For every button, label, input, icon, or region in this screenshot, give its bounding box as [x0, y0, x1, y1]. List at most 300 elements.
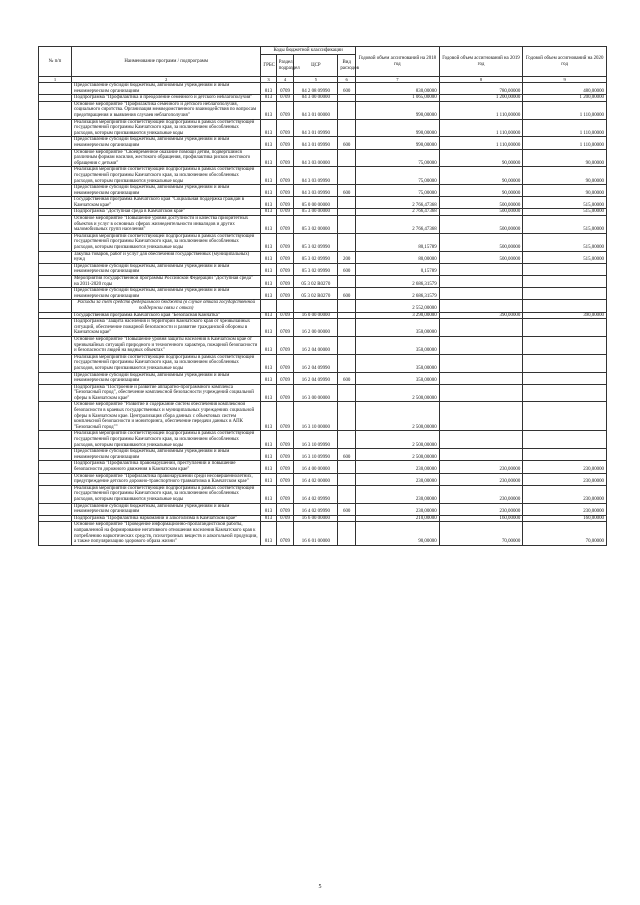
- table-row: [39, 312, 607, 319]
- amount-2018-cell: 90,00000: [356, 522, 440, 545]
- name-cell: Основное мероприятие "Повышение уровня защиты населения в Камчатском крае от чрезвычайных ситуаций природного и техногенного характера, пожарной безопасности и безопасности людей на водных объектах": [72, 336, 261, 354]
- name-cell: Предоставление субсидий бюджетным, автономным учреждениям и иным некоммерческим организациям: [72, 449, 261, 461]
- amount-2020-cell: [523, 300, 607, 312]
- csr-cell: 16 0 00 00000: [294, 312, 338, 319]
- csr-cell: 16 2 04 00000: [294, 336, 338, 354]
- table-row: [39, 503, 607, 515]
- table-row: [39, 384, 607, 402]
- csr-cell: 05 0 00 00000: [294, 197, 338, 209]
- amount-2020-cell: [523, 449, 607, 461]
- name-cell: Государственная программа Камчатского края "Социальная поддержка граждан в Камчатском крае": [72, 197, 261, 209]
- table-row: [39, 233, 607, 251]
- amount-2019-cell: 230,00000: [439, 485, 523, 503]
- table-row: [39, 216, 607, 234]
- amount-2019-cell: 500,00000: [439, 216, 523, 234]
- amount-2019-cell: 1 110,00000: [439, 101, 523, 119]
- table-row: [39, 522, 607, 545]
- amount-2020-cell: [523, 263, 607, 275]
- name-cell: Предоставление субсидий бюджетным, автономным учреждениям и иным некоммерческим организациям: [72, 503, 261, 515]
- amount-2018-cell: 230,00000: [356, 473, 440, 485]
- table-row: [39, 515, 607, 522]
- name-cell: Предоставление субсидий бюджетным, автономным учреждениям и иным некоммерческим организациям: [72, 372, 261, 384]
- csr-cell: 04 3 01 09990: [294, 119, 338, 137]
- num-cell: [39, 263, 72, 275]
- num-cell: [39, 233, 72, 251]
- vr-cell: [338, 522, 356, 545]
- table-row: [39, 197, 607, 209]
- amount-2018-cell: 0,15789: [356, 263, 440, 275]
- name-cell: Реализация мероприятий соответствующей подпрограммы в рамках соответствующей государственной программы Камчатского края, за исключением обособленных расходов, которым присваиваются уникальные коды: [72, 233, 261, 251]
- csr-cell: 05 3 00 00000: [294, 209, 338, 216]
- amount-2019-cell: 230,00000: [439, 473, 523, 485]
- table-row: [39, 449, 607, 461]
- razd-cell: 0709: [276, 233, 294, 251]
- amount-2020-cell: [523, 384, 607, 402]
- amount-2019-cell: [439, 431, 523, 449]
- table-row: [39, 167, 607, 185]
- vr-cell: [338, 485, 356, 503]
- num-cell: [39, 276, 72, 288]
- vr-cell: 600: [338, 288, 356, 300]
- razd-cell: 0709: [276, 431, 294, 449]
- name-cell: Подпрограмма "Построение и развитие аппаратно-программного комплекса "Безопасный город", обеспечение комплексной безопасности учреждений социальной сферы в Камчатском крае": [72, 384, 261, 402]
- razd-cell: 0709: [276, 449, 294, 461]
- amount-2018-cell: 75,00000: [356, 185, 440, 197]
- csr-cell: 16 3 00 00000: [294, 384, 338, 402]
- note-row: [39, 300, 607, 312]
- num-cell: [39, 95, 72, 102]
- grbs-cell: 813: [261, 216, 276, 234]
- num-cell: [39, 384, 72, 402]
- amount-2019-cell: 390,00000: [439, 312, 523, 319]
- amount-2019-cell: 230,00000: [439, 503, 523, 515]
- razd-cell: 0709: [276, 209, 294, 216]
- index-cell: 9: [523, 77, 607, 83]
- csr-cell: 04 3 01 00000: [294, 101, 338, 119]
- amount-2020-cell: 390,00000: [523, 312, 607, 319]
- num-cell: [39, 137, 72, 149]
- amount-2020-cell: 515,00000: [523, 216, 607, 234]
- amount-2018-cell: 2 500,00000: [356, 402, 440, 431]
- amount-2020-cell: [523, 276, 607, 288]
- vr-cell: [338, 515, 356, 522]
- razd-cell: 0709: [276, 485, 294, 503]
- csr-cell: 04 3 01 09990: [294, 137, 338, 149]
- razd-cell: 0709: [276, 503, 294, 515]
- amount-2019-cell: [439, 402, 523, 431]
- grbs-cell: 813: [261, 312, 276, 319]
- grbs-cell: 813: [261, 209, 276, 216]
- razd-cell: 0709: [276, 149, 294, 167]
- grbs-cell: 813: [261, 185, 276, 197]
- amount-2018-cell: 230,00000: [356, 503, 440, 515]
- grbs-cell: 813: [261, 83, 276, 95]
- num-cell: [39, 522, 72, 545]
- num-cell: [39, 149, 72, 167]
- table-body: [39, 77, 607, 546]
- table-row: [39, 149, 607, 167]
- vr-cell: 600: [338, 503, 356, 515]
- name-cell: Основное мероприятие "Повышение уровня доступности и качества приоритетных объектов и услуг в основных сферах жизнедеятельности инвалидов и других маломобильных групп населения": [72, 216, 261, 234]
- amount-2019-cell: 160,00000: [439, 515, 523, 522]
- header-num: № п/п: [39, 47, 72, 77]
- table-row: [39, 461, 607, 473]
- amount-2018-cell: 3 290,00000: [356, 312, 440, 319]
- grbs-cell: 813: [261, 522, 276, 545]
- razd-cell: 0709: [276, 263, 294, 275]
- index-cell: 1: [39, 77, 72, 83]
- name-cell: Основное мероприятие "Развитие и содержание систем обеспечения комплексной безопасности в краевых государственных и муниципальных учреждениях социальной сферы в Камчатском крае. Централизация сбора данных с объектовых систем комплексной безопасности и мониторинга, обеспечение передачи данных в АПК "Безопасный город"": [72, 402, 261, 431]
- razd-cell: 0709: [276, 336, 294, 354]
- razd-cell: 0709: [276, 216, 294, 234]
- table-row: [39, 336, 607, 354]
- grbs-cell: 813: [261, 503, 276, 515]
- name-cell: Подпрограмма "Профилактика наркомании и алкоголизма в Камчатском крае": [72, 515, 261, 522]
- num-cell: [39, 312, 72, 319]
- vr-cell: 600: [338, 372, 356, 384]
- razd-cell: 0709: [276, 197, 294, 209]
- name-cell: Предоставление субсидий бюджетным, автономным учреждениям и иным некоммерческим организациям: [72, 83, 261, 95]
- name-cell: Реализация мероприятий соответствующей подпрограммы в рамках соответствующей государственной программы Камчатского края, за исключением обособленных расходов, которым присваиваются уникальные коды: [72, 167, 261, 185]
- grbs-cell: 813: [261, 251, 276, 263]
- num-cell: [39, 503, 72, 515]
- csr-cell: 16 3 10 00000: [294, 402, 338, 431]
- razd-cell: 0709: [276, 354, 294, 372]
- amount-2020-cell: 90,00000: [523, 185, 607, 197]
- vr-cell: [338, 167, 356, 185]
- csr-cell: 04 3 03 09990: [294, 167, 338, 185]
- csr-cell: 16 2 04 09990: [294, 354, 338, 372]
- amount-2018-cell: 2 686,31579: [356, 276, 440, 288]
- razd-cell: [276, 300, 294, 312]
- razd-cell: 0709: [276, 522, 294, 545]
- num-cell: [39, 119, 72, 137]
- table-header: [39, 47, 607, 77]
- table-row: [39, 319, 607, 337]
- table-row: [39, 251, 607, 263]
- index-cell: 2: [72, 77, 261, 83]
- vr-cell: 600: [338, 185, 356, 197]
- amount-2020-cell: [523, 336, 607, 354]
- num-cell: [39, 485, 72, 503]
- num-cell: [39, 83, 72, 95]
- name-cell: Закупка товаров, работ и услуг для обеспечения государственных (муниципальных) нужд: [72, 251, 261, 263]
- amount-2019-cell: [439, 384, 523, 402]
- amount-2018-cell: 230,00000: [356, 461, 440, 473]
- razd-cell: 0709: [276, 515, 294, 522]
- grbs-cell: 813: [261, 167, 276, 185]
- vr-cell: 600: [338, 263, 356, 275]
- grbs-cell: 813: [261, 95, 276, 102]
- amount-2019-cell: [439, 319, 523, 337]
- num-cell: [39, 185, 72, 197]
- grbs-cell: 813: [261, 402, 276, 431]
- grbs-cell: 813: [261, 137, 276, 149]
- razd-cell: 0709: [276, 372, 294, 384]
- amount-2020-cell: 230,00000: [523, 485, 607, 503]
- csr-cell: 16 4 02 09990: [294, 485, 338, 503]
- vr-cell: [338, 384, 356, 402]
- amount-2019-cell: [439, 276, 523, 288]
- vr-cell: [338, 431, 356, 449]
- amount-2020-cell: [523, 372, 607, 384]
- amount-2020-cell: 515,00000: [523, 197, 607, 209]
- razd-cell: 0709: [276, 119, 294, 137]
- header-2018: Годовой объем ассигнований на 2018 год: [356, 47, 440, 77]
- csr-cell: 16 3 10 09990: [294, 449, 338, 461]
- vr-cell: [338, 473, 356, 485]
- grbs-cell: 813: [261, 515, 276, 522]
- header-csr: ЦСР: [294, 55, 338, 77]
- amount-2019-cell: 90,00000: [439, 167, 523, 185]
- razd-cell: 0709: [276, 288, 294, 300]
- table-row: [39, 101, 607, 119]
- grbs-cell: 813: [261, 336, 276, 354]
- amount-2020-cell: [523, 354, 607, 372]
- csr-cell: [294, 300, 338, 312]
- amount-2019-cell: 780,00000: [439, 83, 523, 95]
- vr-cell: [338, 336, 356, 354]
- amount-2020-cell: 70,00000: [523, 522, 607, 545]
- table-row: [39, 276, 607, 288]
- num-cell: [39, 216, 72, 234]
- amount-2018-cell: 2 500,00000: [356, 384, 440, 402]
- table-row: [39, 263, 607, 275]
- vr-cell: [338, 119, 356, 137]
- csr-cell: 16 3 10 09990: [294, 431, 338, 449]
- index-cell: 6: [338, 77, 356, 83]
- index-cell: 7: [356, 77, 440, 83]
- index-cell: 3: [261, 77, 276, 83]
- table-row: [39, 209, 607, 216]
- num-cell: [39, 288, 72, 300]
- amount-2018-cell: 75,00000: [356, 167, 440, 185]
- csr-cell: 05 3 02 09990: [294, 233, 338, 251]
- header-2019: Годовой объем ассигнований на 2019 год: [439, 47, 523, 77]
- num-cell: [39, 336, 72, 354]
- grbs-cell: 813: [261, 473, 276, 485]
- amount-2018-cell: 2 766,47368: [356, 216, 440, 234]
- table-row: [39, 473, 607, 485]
- vr-cell: [338, 312, 356, 319]
- table-row: [39, 83, 607, 95]
- amount-2019-cell: 1 200,00000: [439, 95, 523, 102]
- razd-cell: 0709: [276, 185, 294, 197]
- amount-2018-cell: 80,00000: [356, 251, 440, 263]
- csr-cell: 16 4 02 09990: [294, 503, 338, 515]
- table-row: [39, 402, 607, 431]
- vr-cell: 600: [338, 449, 356, 461]
- grbs-cell: 813: [261, 101, 276, 119]
- vr-cell: 600: [338, 83, 356, 95]
- name-cell: Подпрограмма "Профилактика и преодоление семейного и детского неблагополучия": [72, 95, 261, 102]
- csr-cell: 16 4 02 00000: [294, 473, 338, 485]
- vr-cell: [338, 216, 356, 234]
- amount-2020-cell: [523, 402, 607, 431]
- grbs-cell: 813: [261, 288, 276, 300]
- razd-cell: 0709: [276, 251, 294, 263]
- amount-2019-cell: 230,00000: [439, 461, 523, 473]
- grbs-cell: 813: [261, 276, 276, 288]
- num-cell: [39, 449, 72, 461]
- grbs-cell: 813: [261, 485, 276, 503]
- vr-cell: [338, 101, 356, 119]
- grbs-cell: 813: [261, 263, 276, 275]
- vr-cell: [338, 300, 356, 312]
- amount-2019-cell: [439, 300, 523, 312]
- vr-cell: [338, 233, 356, 251]
- razd-cell: 0709: [276, 276, 294, 288]
- amount-2020-cell: 230,00000: [523, 503, 607, 515]
- amount-2019-cell: 500,00000: [439, 233, 523, 251]
- amount-2020-cell: [523, 431, 607, 449]
- amount-2018-cell: 990,00000: [356, 119, 440, 137]
- csr-cell: 16 6 00 00000: [294, 515, 338, 522]
- grbs-cell: 813: [261, 372, 276, 384]
- vr-cell: [338, 209, 356, 216]
- amount-2020-cell: 90,00000: [523, 167, 607, 185]
- name-cell: Предоставление субсидий бюджетным, автономным учреждениям и иным некоммерческим организациям: [72, 263, 261, 275]
- name-cell: Подпрограмма "Профилактика правонарушений, преступлений и повышение безопасности дорожного движения в Камчатском крае": [72, 461, 261, 473]
- name-cell: Основное мероприятие "Профилактика семейного и детского неблагополучия, социального сиротства. Организация межведомственного взаимодействия по вопросам предотвращения и выявления случаев неблагополучия": [72, 101, 261, 119]
- amount-2019-cell: [439, 263, 523, 275]
- amount-2018-cell: 230,00000: [356, 485, 440, 503]
- num-cell: [39, 431, 72, 449]
- amount-2020-cell: 90,00000: [523, 149, 607, 167]
- amount-2020-cell: 515,00000: [523, 233, 607, 251]
- num-cell: [39, 473, 72, 485]
- num-cell: [39, 354, 72, 372]
- amount-2018-cell: 210,00000: [356, 515, 440, 522]
- header-vr: Вид расходов: [338, 55, 356, 77]
- table-row: [39, 137, 607, 149]
- amount-2018-cell: 350,00000: [356, 319, 440, 337]
- amount-2018-cell: 2 686,31579: [356, 288, 440, 300]
- vr-cell: [338, 149, 356, 167]
- num-cell: [39, 372, 72, 384]
- name-cell: Предоставление субсидий бюджетным, автономным учреждениям и иным некоммерческим организациям: [72, 137, 261, 149]
- grbs-cell: 813: [261, 119, 276, 137]
- amount-2020-cell: 230,00000: [523, 461, 607, 473]
- num-cell: [39, 167, 72, 185]
- num-cell: [39, 319, 72, 337]
- grbs-cell: 813: [261, 354, 276, 372]
- amount-2019-cell: 500,00000: [439, 197, 523, 209]
- num-cell: [39, 197, 72, 209]
- header-name: Наименование программ / подпрограмм: [72, 47, 261, 77]
- amount-2020-cell: 1 110,00000: [523, 101, 607, 119]
- amount-2018-cell: 2 500,00000: [356, 431, 440, 449]
- index-cell: 5: [294, 77, 338, 83]
- amount-2019-cell: 500,00000: [439, 209, 523, 216]
- amount-2019-cell: 70,00000: [439, 522, 523, 545]
- csr-cell: 05 3 02 09990: [294, 263, 338, 275]
- amount-2020-cell: 515,00000: [523, 251, 607, 263]
- name-cell: Основное мероприятие "Профилактика правонарушений среди несовершеннолетних, предупреждение детского дорожно-транспортного травматизма в Камчатском крае": [72, 473, 261, 485]
- amount-2019-cell: [439, 336, 523, 354]
- amount-2018-cell: 2 552,00000: [356, 300, 440, 312]
- table-row: [39, 431, 607, 449]
- amount-2020-cell: 1 110,00000: [523, 137, 607, 149]
- amount-2018-cell: 350,00000: [356, 354, 440, 372]
- amount-2018-cell: 2 766,47368: [356, 197, 440, 209]
- amount-2019-cell: [439, 449, 523, 461]
- razd-cell: 0709: [276, 137, 294, 149]
- amount-2020-cell: 230,00000: [523, 473, 607, 485]
- razd-cell: 0709: [276, 312, 294, 319]
- name-cell: Предоставление субсидий бюджетным, автономным учреждениям и иным некоммерческим организациям: [72, 288, 261, 300]
- csr-cell: 04 3 03 09990: [294, 185, 338, 197]
- grbs-cell: [261, 300, 276, 312]
- num-cell: [39, 209, 72, 216]
- csr-cell: 05 3 02 00000: [294, 216, 338, 234]
- num-cell: [39, 300, 72, 312]
- header-codes-group: Коды бюджетной классификации: [261, 47, 356, 55]
- amount-2018-cell: 75,00000: [356, 149, 440, 167]
- header-2020: Годовой объем ассигнований на 2020 год: [523, 47, 607, 77]
- table-row: [39, 185, 607, 197]
- num-cell: [39, 461, 72, 473]
- amount-2019-cell: [439, 372, 523, 384]
- amount-2018-cell: 990,00000: [356, 137, 440, 149]
- budget-table: [38, 46, 607, 546]
- csr-cell: 16 2 00 00000: [294, 319, 338, 337]
- amount-2020-cell: [523, 288, 607, 300]
- amount-2020-cell: 1 200,00000: [523, 95, 607, 102]
- vr-cell: [338, 197, 356, 209]
- vr-cell: [338, 402, 356, 431]
- razd-cell: 0709: [276, 167, 294, 185]
- grbs-cell: 813: [261, 449, 276, 461]
- index-cell: 4: [276, 77, 294, 83]
- razd-cell: 0709: [276, 384, 294, 402]
- amount-2019-cell: 1 110,00000: [439, 137, 523, 149]
- vr-cell: [338, 354, 356, 372]
- razd-cell: 0709: [276, 319, 294, 337]
- csr-cell: 04 3 03 00000: [294, 149, 338, 167]
- razd-cell: 0709: [276, 95, 294, 102]
- amount-2020-cell: 160,00000: [523, 515, 607, 522]
- csr-cell: 16 4 00 00000: [294, 461, 338, 473]
- name-cell: Реализация мероприятий соответствующей подпрограммы в рамках соответствующей государственной программы Камчатского края, за исключением обособленных расходов, которым присваиваются уникальные коды: [72, 354, 261, 372]
- amount-2018-cell: 350,00000: [356, 372, 440, 384]
- grbs-cell: 813: [261, 319, 276, 337]
- num-cell: [39, 515, 72, 522]
- csr-cell: 16 6 01 00000: [294, 522, 338, 545]
- grbs-cell: 813: [261, 384, 276, 402]
- vr-cell: [338, 319, 356, 337]
- amount-2018-cell: 350,00000: [356, 336, 440, 354]
- grbs-cell: 813: [261, 149, 276, 167]
- csr-cell: 04 2 08 09990: [294, 83, 338, 95]
- vr-cell: [338, 461, 356, 473]
- page-number: 5: [318, 884, 322, 890]
- csr-cell: 04 3 00 00000: [294, 95, 338, 102]
- amount-2020-cell: 480,00000: [523, 83, 607, 95]
- csr-cell: 05 3 02 R0270: [294, 288, 338, 300]
- header-razd: Раздел, подраздел: [276, 55, 294, 77]
- amount-2018-cell: 2 766,47368: [356, 209, 440, 216]
- index-cell: 8: [439, 77, 523, 83]
- table-row: [39, 372, 607, 384]
- table-row: [39, 95, 607, 102]
- vr-cell: [338, 95, 356, 102]
- name-cell: Основное мероприятие "Проведение информационно-пропагандистской работы, направленной на формирование негативного отношения населения Камчатского края к потреблению наркотических средств, психотропных веществ и алкогольной продукции, а также популяризацию здорового образа жизни": [72, 522, 261, 545]
- vr-cell: 200: [338, 251, 356, 263]
- name-cell: Реализация мероприятий соответствующей подпрограммы в рамках соответствующей государственной программы Камчатского края, за исключением обособленных расходов, которым присваиваются уникальные коды: [72, 431, 261, 449]
- vr-cell: 600: [338, 137, 356, 149]
- amount-2020-cell: 515,00000: [523, 209, 607, 216]
